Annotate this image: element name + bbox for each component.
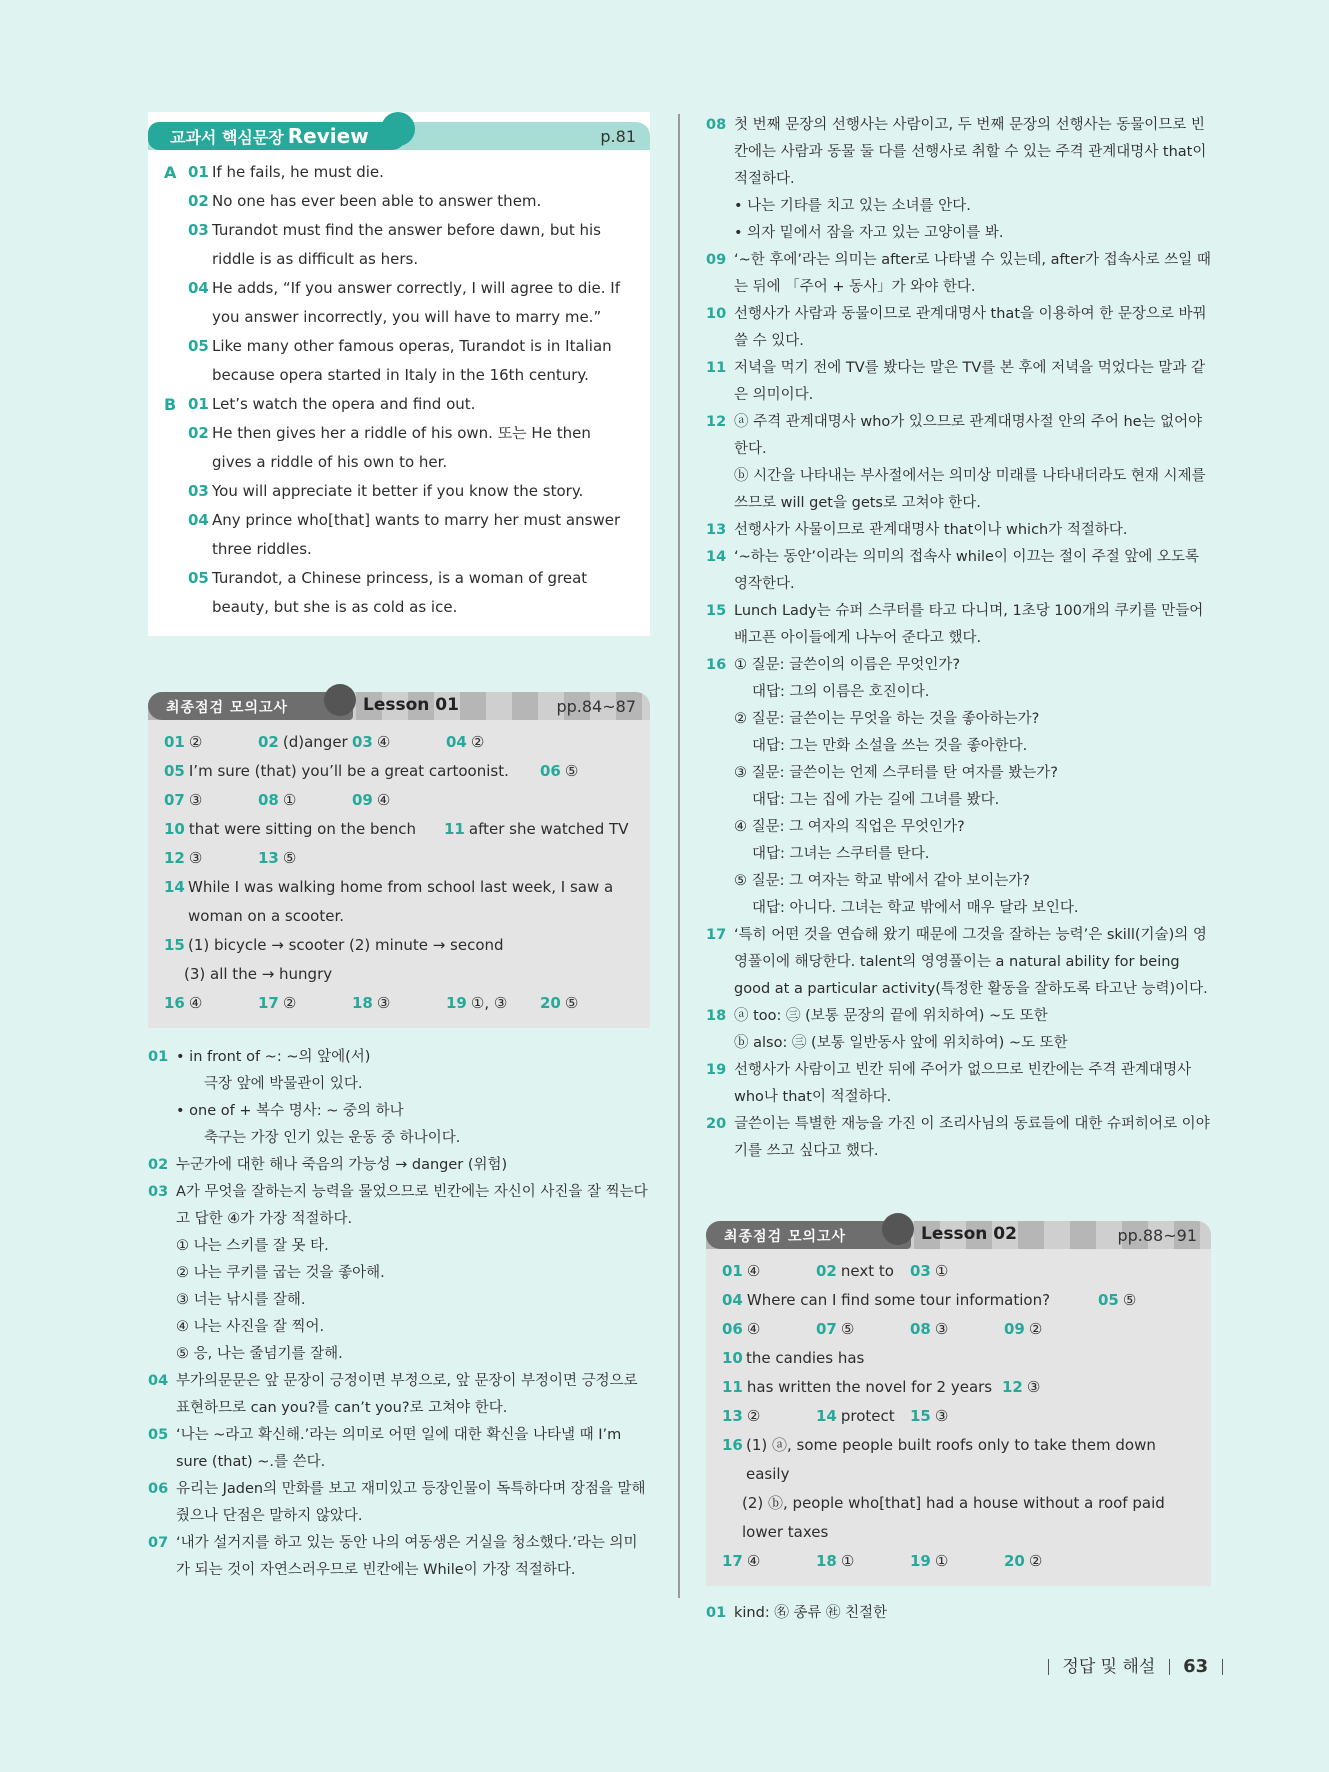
review-header [148,112,650,150]
answer-row [164,728,634,757]
explanations-right [706,112,1211,1165]
answer-text: ⑤ [282,849,297,867]
answer-text: ① [282,791,297,809]
answer-number: 16 [722,1436,743,1454]
explanation-line: ④ 나는 사진을 잘 찍어. [176,1319,325,1335]
answer-number: 11 [444,820,465,838]
explanation-line: ⓐ too: ㊂ (보통 문장의 끝에 위치하여) ~도 또한 [734,1008,1048,1024]
sentence-text: Like many other famous operas, Turandot is in Italian because opera started in Italy in the 16th century. [212,337,612,384]
review-sentence [188,158,634,187]
answer-text: ⑤ [1122,1291,1137,1309]
column-divider [678,114,680,1598]
explanation-l2 [706,1600,1211,1627]
explanation-line: 대답: 아니다. 그녀는 학교 밖에서 매우 달라 보인다. [752,900,1079,916]
answer-cell [540,757,578,786]
answer-cell [164,786,258,815]
section-letter: A [164,163,177,182]
explanation-entry [706,517,1211,544]
answer-number: 05 [164,762,185,780]
answer-cell [258,989,352,1018]
answer-number: 15 [164,936,185,954]
answer-text: ③ [188,849,203,867]
answer-text: ③ [934,1407,949,1425]
answer-cell [164,844,258,873]
answer-number: 03 [352,733,373,751]
sentence-text: No one has ever been able to answer them. [212,192,542,210]
explanation-line: ‘내가 설거지를 하고 있는 동안 나의 여동생은 거실을 청소했다.’라는 의미가 되는 것이 자연스러우므로 빈칸에는 While이 가장 적절하다. [176,1535,638,1578]
explanation-number: 13 [706,522,727,538]
answer-number: 07 [164,791,185,809]
explanation-line: 축구는 가장 인기 있는 운동 중 하나이다. [204,1130,461,1146]
review-box [148,112,650,636]
explanation-entry [706,301,1211,355]
review-sentence [188,332,634,390]
answer-cell [816,1402,910,1431]
answer-number: 13 [258,849,279,867]
answer-cell [352,989,446,1018]
answer-row [722,1489,1195,1547]
lesson2-header-dot [882,1213,914,1245]
lesson1-page-ref: pp.84~87 [556,697,636,716]
explanation-number: 20 [706,1116,727,1132]
explanation-number: 02 [148,1157,169,1173]
answer-text: ⑤ [840,1320,855,1338]
answer-row [164,873,634,931]
answer-row [722,1315,1195,1344]
answer-row [164,786,634,815]
answer-number: 03 [910,1262,931,1280]
answer-text: after she watched TV [468,820,629,838]
answer-cell [352,786,446,815]
explanation-entry [706,1003,1211,1057]
explanation-line: 선행사가 사물이므로 관계대명사 that이나 which가 적절하다. [734,522,1128,538]
explanation-line: A가 무엇을 잘하는지 능력을 물었으므로 빈칸에는 자신이 사진을 잘 찍는다고 답한 ④가 가장 적절하다. [176,1184,648,1227]
answer-text: Where can I find some tour information? [746,1291,1051,1309]
answer-text: I’m sure (that) you’ll be a great cartoonist. [188,762,509,780]
lesson1-answers [148,720,650,1028]
explanation-line: ⑤ 응, 나는 줄넘기를 잘해. [176,1346,343,1362]
explanation-line: 유리는 Jaden의 만화를 보고 재미있고 등장인물이 독특하다며 장점을 말해 줬으나 단점은 말하지 않았다. [176,1481,646,1524]
section-letter: B [164,395,177,414]
answer-number: 14 [816,1407,837,1425]
answer-text: (d)anger [282,733,348,751]
explanation-entry [706,598,1211,652]
sentence-text: He adds, “If you answer correctly, I will agree to die. If you answer incorrectly, you will have to marry me.” [212,279,620,326]
answer-row [164,960,634,989]
answer-cell [722,1373,1002,1402]
answer-cell [722,1547,816,1576]
sentence-number: 03 [188,221,209,239]
answer-cell [258,786,352,815]
answer-number: 10 [722,1349,743,1367]
answer-number: 06 [540,762,561,780]
sentence-number: 04 [188,279,209,297]
answer-text: has written the novel for 2 years [746,1378,993,1396]
answer-cell [722,1344,864,1373]
answer-text: (1) bicycle → scooter (2) minute → second [188,936,504,954]
explanation-line: 첫 번째 문장의 선행사는 사람이고, 두 번째 문장의 선행사는 동물이므로 빈칸에는 사람과 동물 둘 다를 선행사로 취할 수 있는 주격 관계대명사 that이 적절하다. [734,117,1207,187]
answer-cell [910,1402,1004,1431]
explanation-line: ② 나는 쿠키를 굽는 것을 좋아해. [176,1265,385,1281]
answer-number: 06 [722,1320,743,1338]
answer-number: 14 [164,878,185,896]
answer-text: ④ [746,1552,761,1570]
explanation-line: ‘~하는 동안’이라는 의미의 접속사 while이 이끄는 절이 주절 앞에 오도록 영작한다. [734,549,1200,592]
answer-text: ① [840,1552,855,1570]
explanation-number: 09 [706,252,727,268]
answer-cell [352,728,446,757]
review-section [164,390,634,622]
explanation-line: ② 질문: 글쓴이는 무엇을 하는 것을 좋아하는가? [734,711,1040,727]
answer-text: ② [470,733,485,751]
lesson2-section [706,1213,1211,1586]
sentence-number: 05 [188,337,209,355]
lesson2-label: Lesson 02 [921,1224,1017,1244]
answer-cell [910,1257,1004,1286]
explanation-line: • 나는 기타를 치고 있는 소녀를 안다. [734,198,971,214]
explanation-line: ⑤ 질문: 그 여자는 학교 밖에서 같아 보이는가? [734,873,1030,889]
answer-text: ④ [376,791,391,809]
answer-cell [1098,1286,1136,1315]
answer-cell [164,931,504,960]
answer-text: ④ [746,1262,761,1280]
review-title [170,124,369,148]
review-title-big: Review [287,124,369,148]
answer-cell [722,1315,816,1344]
answer-text: ①, ③ [470,994,508,1012]
right-column [706,112,1211,1627]
answer-cell [164,815,444,844]
answer-text: that were sitting on the bench [188,820,416,838]
explanation-line: 선행사가 사람과 동물이므로 관계대명사 that을 이용하여 한 문장으로 바꿔 쓸 수 있다. [734,306,1207,349]
answer-cell [446,728,540,757]
answer-cell [446,989,540,1018]
explanation-number: 18 [706,1008,727,1024]
answer-cell [722,1489,1195,1547]
explanation-number: 16 [706,657,727,673]
answer-text: next to [840,1262,894,1280]
explanation-number: 04 [148,1373,169,1389]
answer-row [164,844,634,873]
answer-cell [816,1257,910,1286]
review-sentence [188,187,634,216]
answer-number: 02 [816,1262,837,1280]
explanation-entry [148,1476,650,1530]
answer-number: 18 [352,994,373,1012]
explanation-line: ③ 질문: 글쓴이는 언제 스쿠터를 탄 여자를 봤는가? [734,765,1058,781]
explanation-number: 01 [148,1049,169,1065]
explanations-left [148,1044,650,1584]
explanation-entry [148,1368,650,1422]
explanation-number: 05 [148,1427,169,1443]
answer-text: ② [746,1407,761,1425]
sentence-number: 01 [188,163,209,181]
explanation-line: 대답: 그의 이름은 호진이다. [752,684,930,700]
explanation-line: ⓑ also: ㊂ (보통 일반동사 앞에 위치하여) ~도 또한 [734,1035,1068,1051]
answer-number: 17 [722,1552,743,1570]
answer-number: 18 [816,1552,837,1570]
review-sentence [188,506,634,564]
answer-number: 16 [164,994,185,1012]
answer-text: (3) all the → hungry [184,965,333,983]
answer-text: While I was walking home from school last week, I saw a woman on a scooter. [188,878,614,925]
review-body [148,150,650,622]
lesson2-header [706,1213,1211,1249]
explanation-entry [148,1152,650,1179]
answer-cell [722,1286,1098,1315]
explanation-number: 07 [148,1535,169,1551]
sentence-text: You will appreciate it better if you know the story. [212,482,584,500]
answer-number: 12 [1002,1378,1023,1396]
answer-number: 10 [164,820,185,838]
answer-number: 08 [910,1320,931,1338]
lesson1-section [148,684,650,1028]
explanation-line: ‘~한 후에’라는 의미는 after로 나타낼 수 있는데, after가 접속사로 쓰일 때는 뒤에 「주어 + 동사」가 와야 한다. [734,252,1211,295]
explanation-entry [706,544,1211,598]
lesson2-page-ref: pp.88~91 [1117,1226,1197,1245]
review-sentence [188,564,634,622]
sentence-number: 02 [188,424,209,442]
explanation-number: 10 [706,306,727,322]
answer-text: ④ [376,733,391,751]
explanation-line: ⓑ 시간을 나타내는 부사절에서는 의미상 미래를 나타내더라도 현재 시제를 쓰므로 will get을 gets로 고쳐야 한다. [734,468,1206,511]
explanation-entry [706,247,1211,301]
answer-row [164,815,634,844]
answer-number: 15 [910,1407,931,1425]
explanation-line: ③ 너는 낚시를 잘해. [176,1292,306,1308]
explanation-entry [148,1179,650,1368]
answer-cell [722,1257,816,1286]
answer-row [164,989,634,1018]
answer-text: ② [282,994,297,1012]
answer-number: 13 [722,1407,743,1425]
explanation-entry [706,1111,1211,1165]
explanation-line: 대답: 그는 만화 소설을 쓰는 것을 좋아한다. [752,738,1028,754]
review-header-dot [381,112,415,146]
sentence-text: Turandot, a Chinese princess, is a woman of great beauty, but she is as cold as ice. [212,569,588,616]
answer-cell [164,757,540,786]
answer-text: the candies has [746,1349,865,1367]
answer-cell [722,1431,1195,1489]
answer-text: ⑤ [564,994,579,1012]
review-sentence [188,216,634,274]
sentence-number: 03 [188,482,209,500]
explanation-line: 저녁을 먹기 전에 TV를 봤다는 말은 TV를 본 후에 저녁을 먹었다는 말과 같은 의미이다. [734,360,1206,403]
explanation-line: ④ 질문: 그 여자의 직업은 무엇인가? [734,819,965,835]
explanation-number: 14 [706,549,727,565]
footer-divider [1222,1659,1223,1675]
explanation-line: ⓐ 주격 관계대명사 who가 있으므로 관계대명사절 안의 주어 he는 없어야 한다. [734,414,1203,457]
explanation-number: 08 [706,117,727,133]
answer-text: ③ [934,1320,949,1338]
explanation-line: ‘나는 ~라고 확신해.’라는 의미로 어떤 일에 대한 확신을 나타낼 때 I’m sure (that) ~.를 쓴다. [176,1427,622,1470]
sentence-text: Turandot must find the answer before dawn, but his riddle is as difficult as hers. [212,221,601,268]
answer-cell [258,728,352,757]
answer-text: ④ [746,1320,761,1338]
answer-number: 02 [258,733,279,751]
answer-row [722,1344,1195,1373]
explanation-line: • one of + 복수 명사: ~ 중의 하나 [176,1103,404,1119]
answer-number: 09 [1004,1320,1025,1338]
sentence-number: 02 [188,192,209,210]
explanation-line: 대답: 그는 집에 가는 길에 그녀를 봤다. [752,792,1000,808]
sentence-text: He then gives her a riddle of his own. 또는 He then gives a riddle of his own to her. [212,424,591,471]
answer-number: 04 [446,733,467,751]
page-footer [1040,1652,1231,1677]
explanation-number: 03 [148,1184,169,1200]
answer-number: 17 [258,994,279,1012]
answer-cell [816,1315,910,1344]
explanation-number: 12 [706,414,727,430]
review-sentence [188,390,634,419]
answer-cell [164,989,258,1018]
lesson2-title: 최종점검 모의고사 [724,1229,847,1245]
answer-text: ② [188,733,203,751]
explanation-line: 선행사가 사람이고 빈칸 뒤에 주어가 없으므로 빈칸에는 주격 관계대명사 who나 that이 적절하다. [734,1062,1192,1105]
explanation-entry [706,1057,1211,1111]
answer-number: 12 [164,849,185,867]
answer-text: ④ [188,994,203,1012]
answer-number: 08 [258,791,279,809]
explanation-entry [706,409,1211,517]
lesson1-title: 최종점검 모의고사 [166,700,289,716]
answer-row [722,1431,1195,1489]
explanation-line: ‘특히 어떤 것을 연습해 왔기 때문에 그것을 잘하는 능력’은 skill(기술)의 영영풀이에 해당한다. talent의 영영풀이는 a natural ability for being good at a particular activity(특정한 활동을 잘하도록 타고난 능력)이다. [734,927,1208,997]
review-section [164,158,634,390]
explanation-line: ① 나는 스키를 잘 못 타. [176,1238,329,1254]
answer-row [722,1286,1195,1315]
answer-cell [1004,1315,1098,1344]
answer-cell [910,1547,1004,1576]
lesson1-header-dot [324,684,356,716]
footer-label: 정답 및 해설 [1062,1657,1156,1677]
sentence-text: If he fails, he must die. [212,163,384,181]
explanation-line: 극장 앞에 박물관이 있다. [204,1076,363,1092]
answer-cell [164,728,258,757]
answer-row [722,1547,1195,1576]
sentence-number: 05 [188,569,209,587]
answer-number: 19 [910,1552,931,1570]
explanation-entry [148,1530,650,1584]
explanation-line: 누군가에 대한 해나 죽음의 가능성 → danger (위험) [176,1157,508,1173]
answer-cell [816,1547,910,1576]
explanation-line: 대답: 그녀는 스쿠터를 탄다. [752,846,930,862]
answer-text: ③ [376,994,391,1012]
answer-text: ② [1028,1320,1043,1338]
answer-number: 09 [352,791,373,809]
explanation-number: 01 [706,1605,727,1621]
answer-number: 20 [1004,1552,1025,1570]
answer-text: (2) ⓑ, people who[that] had a house without a roof paid lower taxes [742,1494,1165,1541]
answer-number: 20 [540,994,561,1012]
answer-text: ③ [188,791,203,809]
answer-row [722,1373,1195,1402]
sentence-text: Let’s watch the opera and find out. [212,395,476,413]
answer-cell [540,989,634,1018]
explanation-number: 15 [706,603,727,619]
answer-text: ① [934,1262,949,1280]
explanation-number: 11 [706,360,727,376]
answer-text: ⑤ [564,762,579,780]
answer-number: 01 [722,1262,743,1280]
answer-text: protect [840,1407,895,1425]
explanation-number: 06 [148,1481,169,1497]
explanation-entry [148,1044,650,1152]
answer-cell [910,1315,1004,1344]
answer-row [722,1402,1195,1431]
sentence-text: Any prince who[that] wants to marry her must answer three riddles. [212,511,621,558]
answer-cell [722,1402,816,1431]
answer-row [164,931,634,960]
explanation-number: 19 [706,1062,727,1078]
sentence-number: 04 [188,511,209,529]
answer-number: 07 [816,1320,837,1338]
review-sentence [188,477,634,506]
answer-cell [444,815,628,844]
answer-text: ③ [1026,1378,1041,1396]
explanation-line: • 의자 밑에서 잠을 자고 있는 고양이를 봐. [734,225,1004,241]
explanation-text: kind: ㊔ 종류 ㊓ 친절한 [734,1605,888,1621]
answer-cell [1002,1373,1040,1402]
explanation-line: 글쓴이는 특별한 재능을 가진 이 조리사님의 동료들에 대한 슈퍼히어로 이야기를 쓰고 싶다고 했다. [734,1116,1210,1159]
answer-text: ① [934,1552,949,1570]
explanation-entry [706,922,1211,1003]
footer-divider [1169,1659,1170,1675]
lesson1-header [148,684,650,720]
lesson1-label: Lesson 01 [363,695,459,715]
explanation-entry [706,112,1211,247]
explanation-entry [706,652,1211,922]
answer-number: 01 [164,733,185,751]
answer-number: 11 [722,1378,743,1396]
answer-row [164,757,634,786]
answer-text: (1) ⓐ, some people built roofs only to take them down easily [746,1436,1156,1483]
answer-cell [164,873,634,931]
explanation-entry [706,1600,1211,1627]
review-title-small: 교과서 핵심문장 [170,128,284,147]
answer-number: 04 [722,1291,743,1309]
explanation-line: Lunch Lady는 슈퍼 스쿠터를 타고 다니며, 1초당 100개의 쿠키를 만들어 배고픈 아이들에게 나누어 준다고 했다. [734,603,1204,646]
answer-cell [164,960,332,989]
explanation-line: ① 질문: 글쓴이의 이름은 무엇인가? [734,657,961,673]
explanation-number: 17 [706,927,727,943]
answer-number: 05 [1098,1291,1119,1309]
explanation-entry [148,1422,650,1476]
sentence-number: 01 [188,395,209,413]
page-number: 63 [1183,1656,1209,1677]
review-page-ref: p.81 [600,127,636,146]
left-column [148,112,650,1584]
lesson2-answers [706,1249,1211,1586]
footer-divider [1048,1659,1049,1675]
explanation-line: • in front of ~: ~의 앞에(서) [176,1049,371,1065]
review-sentence [188,274,634,332]
answer-row [722,1257,1195,1286]
review-sentence [188,419,634,477]
answer-text: ② [1028,1552,1043,1570]
answer-cell [258,844,352,873]
answer-number: 19 [446,994,467,1012]
explanation-entry [706,355,1211,409]
explanation-line: 부가의문문은 앞 문장이 긍정이면 부정으로, 앞 문장이 부정이면 긍정으로 표현하므로 can you?를 can’t you?로 고쳐야 한다. [176,1373,638,1416]
answer-cell [1004,1547,1098,1576]
